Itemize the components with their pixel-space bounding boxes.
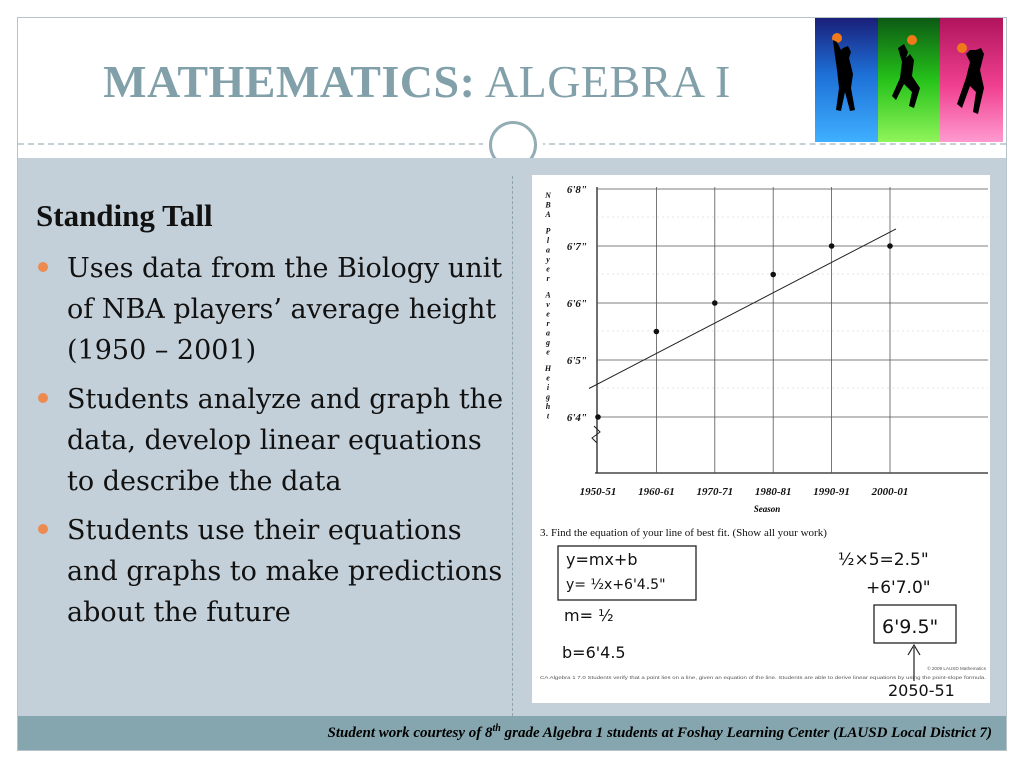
data-point xyxy=(887,243,893,249)
y-axis-label-letter: g xyxy=(546,338,550,347)
y-axis-label-letter: e xyxy=(546,309,550,319)
y-tick-label: 6'8" xyxy=(566,184,587,196)
y-axis-label xyxy=(544,191,552,421)
y-axis-label-letter: N xyxy=(545,191,551,200)
credit-superscript: th xyxy=(492,723,501,734)
title-bold: MATHEMATICS: xyxy=(103,56,476,107)
bullet-icon xyxy=(38,262,48,272)
footer-bar xyxy=(18,716,1006,750)
y-axis-label-letter: e xyxy=(546,373,550,383)
y-axis-label-letter: g xyxy=(546,392,550,402)
work-line: ½×5=2.5" xyxy=(838,550,929,570)
y-axis-label-letter: v xyxy=(546,300,550,309)
y-axis-label-letter: r xyxy=(546,274,550,283)
credit-prefix: Student work courtesy of 8 xyxy=(327,725,493,741)
y-tick-label: 6'4" xyxy=(566,412,587,424)
data-point xyxy=(770,272,776,278)
bullet-text: Students use their equations and graphs to make predictions about the future xyxy=(67,515,503,628)
worksheet-graph xyxy=(532,175,990,703)
footer-credit xyxy=(328,723,993,742)
text-column xyxy=(36,198,506,641)
column-separator xyxy=(512,176,513,716)
question-text: 3. Find the equation of your line of best fit. (Show all your work) xyxy=(540,527,827,539)
y-axis-label-letter: B xyxy=(545,200,551,210)
chart-grid xyxy=(592,175,988,473)
section-heading: Standing Tall xyxy=(36,198,213,233)
work-line: b=6'4.5 xyxy=(562,643,626,662)
work-line: +6'7.0" xyxy=(866,578,931,598)
bullet-icon xyxy=(38,393,48,403)
y-axis-label-letter: e xyxy=(546,347,550,357)
y-axis-label-letter: H xyxy=(544,364,552,373)
data-point xyxy=(654,329,660,335)
x-tick-label: 1980-81 xyxy=(754,486,792,498)
logo-panel-blue xyxy=(815,18,878,142)
y-axis-label-letter: A xyxy=(545,290,551,300)
y-axis-label-letter: a xyxy=(546,328,550,338)
basketball-logo xyxy=(815,18,1003,142)
y-axis-label-letter: l xyxy=(546,236,550,245)
y-tick-label: 6'6" xyxy=(566,298,587,310)
y-axis-label-letter: P xyxy=(545,226,551,236)
axis-break-mark xyxy=(592,426,600,443)
bullet-text: Uses data from the Biology unit of NBA players’ average height (1950 – 2001) xyxy=(67,253,503,366)
bullet-item xyxy=(36,510,506,633)
page-title xyxy=(17,55,817,108)
x-tick-label: 1990-91 xyxy=(813,486,850,498)
y-tick-labels xyxy=(567,184,587,424)
title-area xyxy=(17,17,817,143)
standard-note: CA Algebra 1 7.0 Students verify that a point lies on a line, given an equation of the line. Students are able to derive linear equations by using the point-slope formula. xyxy=(540,675,986,680)
y-axis-label-letter: A xyxy=(545,210,551,219)
y-axis-label-letter: e xyxy=(546,264,550,274)
y-tick-label: 6'7" xyxy=(566,241,587,253)
logo-panel-pink xyxy=(940,18,1003,142)
y-axis-label-letter: y xyxy=(546,255,550,264)
x-tick-label: 1950-51 xyxy=(579,486,617,498)
data-point xyxy=(829,243,835,249)
work-line: 2050-51 xyxy=(888,681,955,700)
data-point xyxy=(712,300,718,306)
y-axis-label-letter: t xyxy=(546,411,550,421)
y-axis-label-letter: i xyxy=(546,383,550,392)
x-tick-label: 2000-01 xyxy=(871,486,909,498)
data-point xyxy=(595,414,601,420)
work-line: m= ½ xyxy=(564,606,614,625)
y-axis-label-letter: h xyxy=(545,402,551,411)
logo-panel-green xyxy=(878,18,941,142)
bullet-item xyxy=(36,379,506,502)
bullet-item xyxy=(36,248,506,371)
bullet-text: Students analyze and graph the data, develop linear equations to describe the data xyxy=(67,384,504,497)
y-tick-label: 6'5" xyxy=(566,355,587,367)
data-points xyxy=(595,243,893,420)
bullet-list xyxy=(36,248,506,633)
x-tick-label: 1960-61 xyxy=(638,486,675,498)
bullet-icon xyxy=(38,524,48,534)
y-axis-label-letter: r xyxy=(546,319,550,328)
copyright-text: © 2009 LAUSD Mathematics xyxy=(927,666,986,671)
x-tick-labels xyxy=(580,486,909,498)
x-axis-label: Season xyxy=(753,504,781,514)
y-axis-label-letter: a xyxy=(546,245,550,255)
x-tick-label: 1970-71 xyxy=(696,486,734,498)
work-line: y=mx+b xyxy=(566,550,638,569)
work-line: 6'9.5" xyxy=(882,616,939,638)
title-rest: ALGEBRA I xyxy=(484,56,731,107)
work-line: y= ½x+6'4.5" xyxy=(566,577,666,593)
trend-line xyxy=(589,229,896,389)
credit-suffix: grade Algebra 1 students at Foshay Learning Center (LAUSD Local District 7) xyxy=(500,725,992,741)
student-worksheet xyxy=(532,175,990,703)
